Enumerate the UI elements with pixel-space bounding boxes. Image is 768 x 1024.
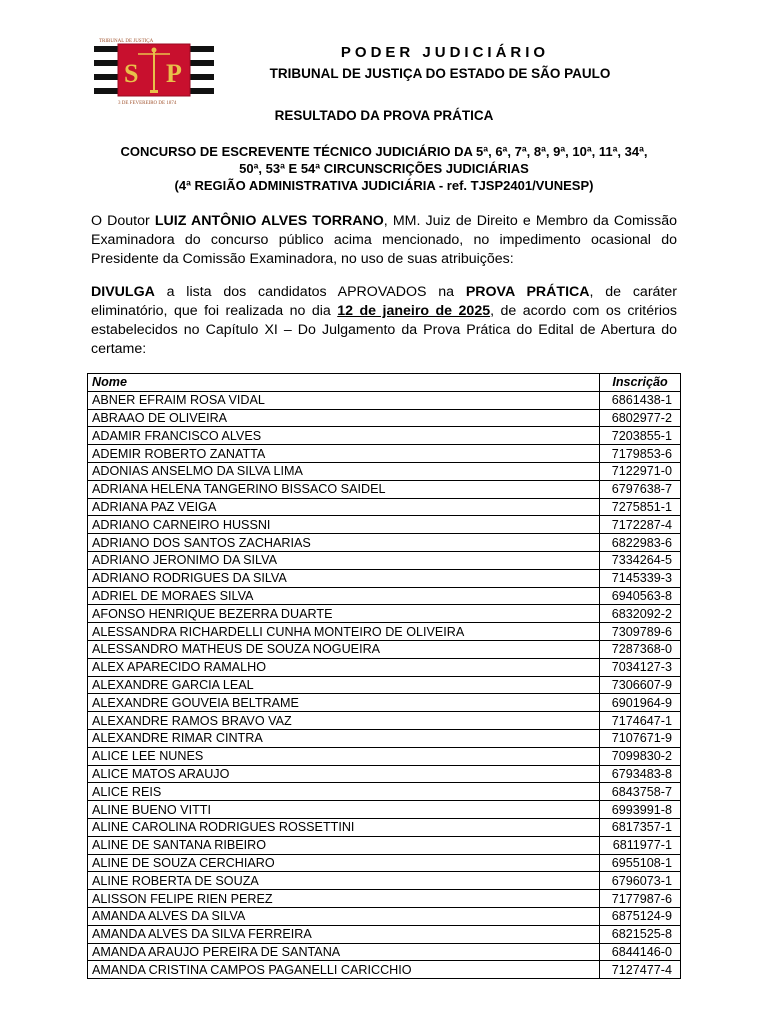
candidate-name: AFONSO HENRIQUE BEZERRA DUARTE <box>88 605 600 623</box>
candidate-name: ADRIANA PAZ VEIGA <box>88 498 600 516</box>
candidate-name: ADRIANO DOS SANTOS ZACHARIAS <box>88 534 600 552</box>
registration-number: 6875124-9 <box>600 907 681 925</box>
registration-number: 6822983-6 <box>600 534 681 552</box>
logo-bottom-text: 3 DE FEVEREIRO DE 1874 <box>118 101 177 106</box>
registration-number: 7145339-3 <box>600 569 681 587</box>
candidate-name: ALICE MATOS ARAUJO <box>88 765 600 783</box>
table-row <box>88 409 681 427</box>
announcement-verb: DIVULGA <box>91 284 155 300</box>
table-row <box>88 890 681 908</box>
logo-letter-s: S <box>124 59 139 88</box>
judge-name: LUIZ ANTÔNIO ALVES TORRANO <box>154 213 384 229</box>
table-row <box>88 836 681 854</box>
registration-number: 6796073-1 <box>600 872 681 890</box>
registration-number: 6955108-1 <box>600 854 681 872</box>
candidate-name: ALINE CAROLINA RODRIGUES ROSSETTINI <box>88 818 600 836</box>
candidate-name: ALINE DE SOUZA CERCHIARO <box>88 854 600 872</box>
candidate-name: ADRIANA HELENA TANGERINO BISSACO SAIDEL <box>88 480 600 498</box>
registration-number: 6832092-2 <box>600 605 681 623</box>
registration-number: 6817357-1 <box>600 818 681 836</box>
table-row <box>88 712 681 730</box>
registration-number: 6993991-8 <box>600 801 681 819</box>
registration-number: 7309789-6 <box>600 623 681 641</box>
registration-number: 7334264-5 <box>600 551 681 569</box>
concurso-line-2: 50ª, 53ª E 54ª CIRCUNSCRIÇÕES JUDICIÁRIAS <box>239 161 529 176</box>
institution-heading: PODER JUDICIÁRIO <box>340 44 550 61</box>
table-row <box>88 943 681 961</box>
court-heading: TRIBUNAL DE JUSTIÇA DO ESTADO DE SÃO PAULO <box>269 66 611 81</box>
table-row <box>88 640 681 658</box>
table-row <box>88 801 681 819</box>
registration-number: 7287368-0 <box>600 640 681 658</box>
candidate-name: ALINE ROBERTA DE SOUZA <box>88 872 600 890</box>
candidate-name: ADONIAS ANSELMO DA SILVA LIMA <box>88 462 600 480</box>
table-row <box>88 729 681 747</box>
candidate-name: AMANDA ALVES DA SILVA <box>88 907 600 925</box>
table-row <box>88 676 681 694</box>
logo-top-text: TRIBUNAL DE JUSTIÇA <box>99 39 154 44</box>
candidate-name: ALICE REIS <box>88 783 600 801</box>
table-row <box>88 587 681 605</box>
candidate-name: ALINE BUENO VITTI <box>88 801 600 819</box>
candidate-name: AMANDA ARAUJO PEREIRA DE SANTANA <box>88 943 600 961</box>
candidate-name: ABNER EFRAIM ROSA VIDAL <box>88 391 600 409</box>
table-row <box>88 694 681 712</box>
concurso-line-3: (4ª REGIÃO ADMINISTRATIVA JUDICIÁRIA - ref. TJSP2401/VUNESP) <box>174 178 594 193</box>
candidate-name: AMANDA CRISTINA CAMPOS PAGANELLI CARICCHIO <box>88 961 600 979</box>
registration-number: 6793483-8 <box>600 765 681 783</box>
registration-number: 7275851-1 <box>600 498 681 516</box>
registration-number: 6901964-9 <box>600 694 681 712</box>
registration-number: 7107671-9 <box>600 729 681 747</box>
candidate-name: ALISSON FELIPE RIEN PEREZ <box>88 890 600 908</box>
column-header-registration: Inscrição <box>600 374 681 392</box>
candidate-name: ALESSANDRA RICHARDELLI CUNHA MONTEIRO DE OLIVEIRA <box>88 623 600 641</box>
intro-paragraph <box>91 212 677 269</box>
table-header-row <box>88 374 681 392</box>
registration-number: 7034127-3 <box>600 658 681 676</box>
table-row <box>88 391 681 409</box>
registration-number: 7099830-2 <box>600 747 681 765</box>
table-row <box>88 498 681 516</box>
candidate-name: AMANDA ALVES DA SILVA FERREIRA <box>88 925 600 943</box>
candidate-name: ALICE LEE NUNES <box>88 747 600 765</box>
table-row <box>88 961 681 979</box>
exam-date: 12 de janeiro de 2025 <box>337 303 491 319</box>
candidate-name: ADRIANO JERONIMO DA SILVA <box>88 551 600 569</box>
table-row <box>88 854 681 872</box>
candidate-name: ALEX APARECIDO RAMALHO <box>88 658 600 676</box>
registration-number: 6811977-1 <box>600 836 681 854</box>
registration-number: 7172287-4 <box>600 516 681 534</box>
table-row <box>88 907 681 925</box>
candidate-name: ALESSANDRO MATHEUS DE SOUZA NOGUEIRA <box>88 640 600 658</box>
table-row <box>88 605 681 623</box>
table-row <box>88 925 681 943</box>
table-row <box>88 480 681 498</box>
concurso-heading <box>88 143 680 194</box>
table-row <box>88 569 681 587</box>
registration-number: 7122971-0 <box>600 462 681 480</box>
logo-letter-p: P <box>166 59 182 88</box>
intro-rest: , MM. Juiz de Direito e Membro da Comissão Examinadora do concurso público acima mencionado, no impedimento ocasional do Presidente da Comissão Examinadora, no uso de suas atribuições: <box>91 213 677 267</box>
concurso-line-1: CONCURSO DE ESCREVENTE TÉCNICO JUDICIÁRIO DA 5ª, 6ª, 7ª, 8ª, 9ª, 10ª, 11ª, 34ª, <box>120 144 648 159</box>
announcement-paragraph <box>91 283 677 359</box>
table-row <box>88 658 681 676</box>
intro-prefix: O Doutor <box>91 213 155 229</box>
table-row <box>88 462 681 480</box>
table-row <box>88 872 681 890</box>
registration-number: 6940563-8 <box>600 587 681 605</box>
table-row <box>88 783 681 801</box>
table-row <box>88 551 681 569</box>
approved-candidates-table <box>87 373 681 979</box>
registration-number: 6802977-2 <box>600 409 681 427</box>
candidate-name: ALEXANDRE GOUVEIA BELTRAME <box>88 694 600 712</box>
table-row <box>88 818 681 836</box>
candidate-name: ALEXANDRE RAMOS BRAVO VAZ <box>88 712 600 730</box>
registration-number: 6797638-7 <box>600 480 681 498</box>
registration-number: 7179853-6 <box>600 445 681 463</box>
registration-number: 7127477-4 <box>600 961 681 979</box>
document-title: RESULTADO DA PROVA PRÁTICA <box>274 108 494 123</box>
announcement-part-1: a lista dos candidatos APROVADOS na <box>154 284 466 300</box>
candidate-name: ADRIANO CARNEIRO HUSSNI <box>88 516 600 534</box>
registration-number: 6861438-1 <box>600 391 681 409</box>
table-row <box>88 747 681 765</box>
announcement-part-3: , de acordo com os critérios estabelecidos no Capítulo XI – Do Julgamento da Prova Prática do Edital de Abertura do certame: <box>91 303 678 357</box>
exam-name: PROVA PRÁTICA <box>465 284 590 300</box>
candidate-name: ADAMIR FRANCISCO ALVES <box>88 427 600 445</box>
tjsp-logo <box>92 34 216 106</box>
candidate-name: ALEXANDRE RIMAR CINTRA <box>88 729 600 747</box>
registration-number: 6821525-8 <box>600 925 681 943</box>
registration-number: 7203855-1 <box>600 427 681 445</box>
candidate-name: ADRIANO RODRIGUES DA SILVA <box>88 569 600 587</box>
candidate-name: ADRIEL DE MORAES SILVA <box>88 587 600 605</box>
column-header-name: Nome <box>88 374 600 392</box>
table-row <box>88 445 681 463</box>
candidate-name: ADEMIR ROBERTO ZANATTA <box>88 445 600 463</box>
registration-number: 6844146-0 <box>600 943 681 961</box>
table-row <box>88 765 681 783</box>
candidate-name: ALINE DE SANTANA RIBEIRO <box>88 836 600 854</box>
registration-number: 7306607-9 <box>600 676 681 694</box>
table-row <box>88 427 681 445</box>
table-row <box>88 516 681 534</box>
announcement-part-2: , de caráter eliminatório, que foi realizada no dia <box>91 284 677 319</box>
registration-number: 6843758-7 <box>600 783 681 801</box>
registration-number: 7174647-1 <box>600 712 681 730</box>
registration-number: 7177987-6 <box>600 890 681 908</box>
candidate-name: ALEXANDRE GARCIA LEAL <box>88 676 600 694</box>
candidate-name: ABRAAO DE OLIVEIRA <box>88 409 600 427</box>
table-row <box>88 623 681 641</box>
table-row <box>88 534 681 552</box>
